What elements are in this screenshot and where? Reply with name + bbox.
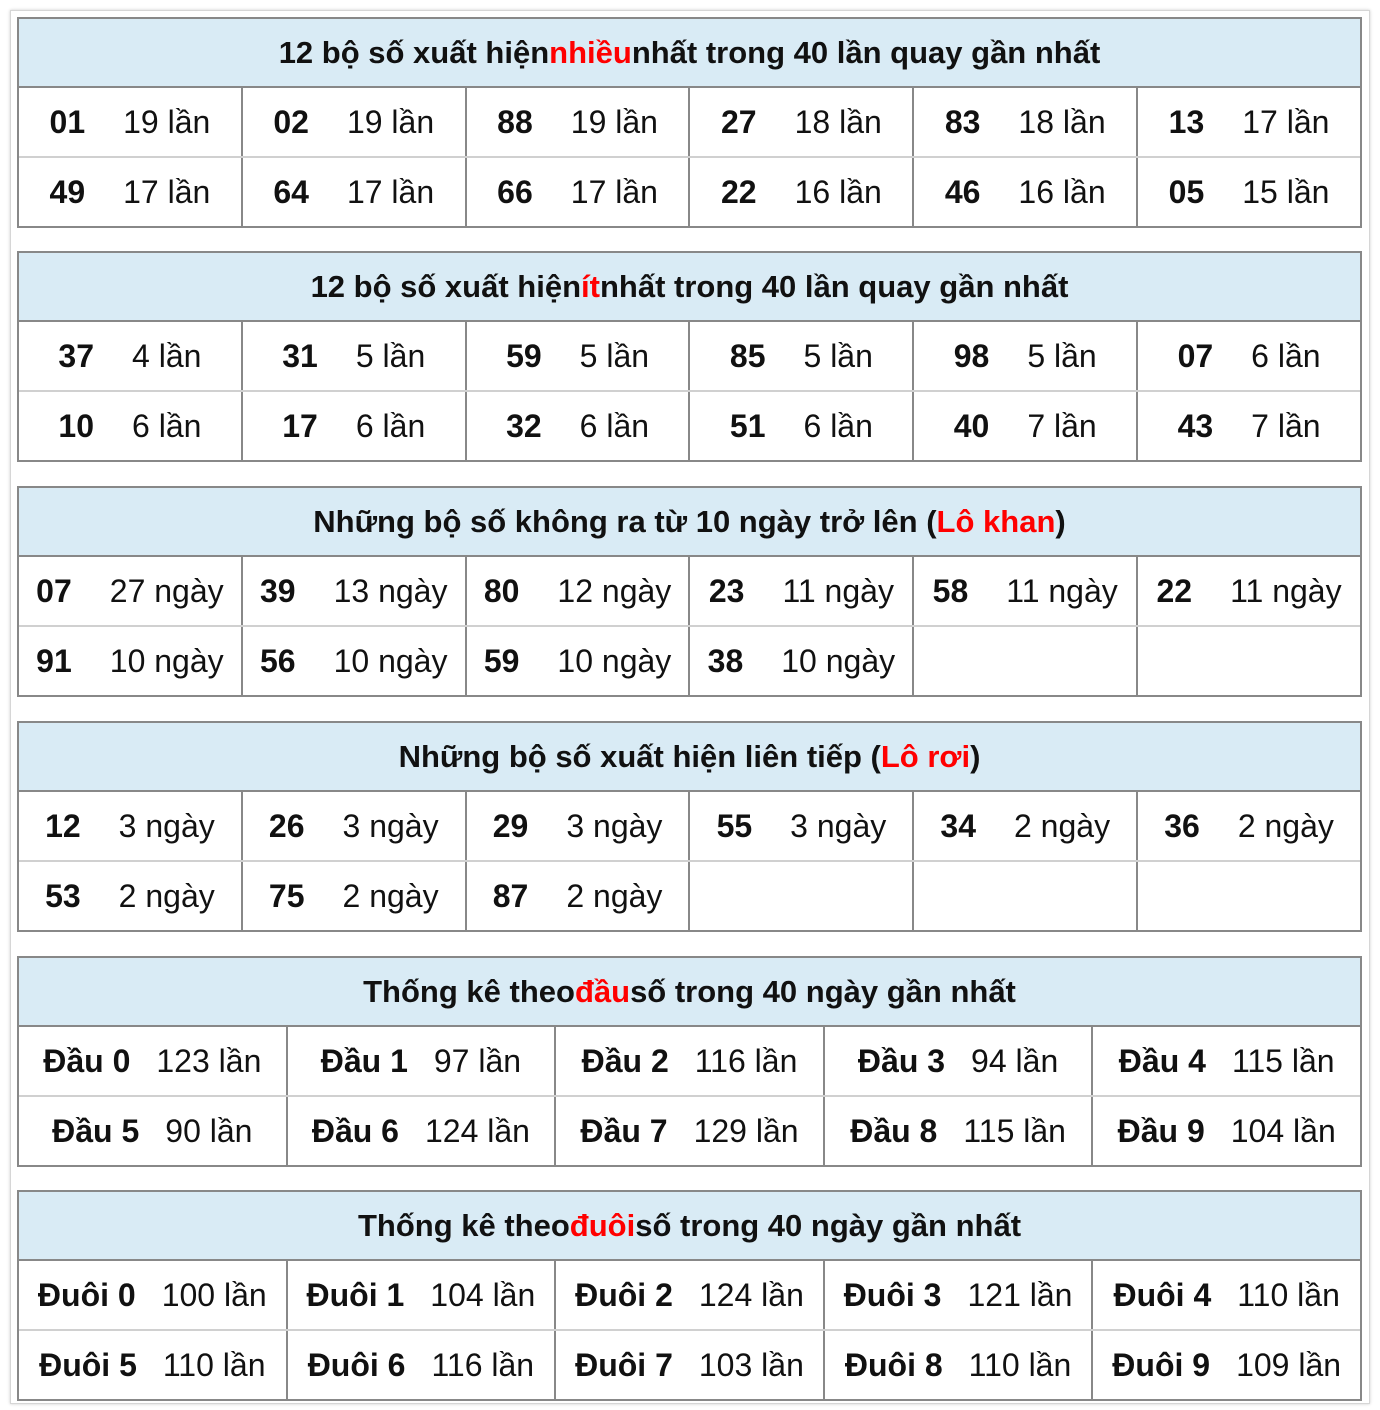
stat-value: 16 lần — [794, 173, 882, 210]
title-highlight: đuôi — [569, 1207, 636, 1243]
stat-cell — [19, 392, 241, 460]
stat-cell — [286, 1261, 555, 1329]
stat-key: Đầu 5 — [52, 1112, 140, 1149]
stat-key: 02 — [273, 103, 309, 140]
stat-cell — [19, 1027, 286, 1095]
stat-cell — [1136, 627, 1360, 695]
stat-cell — [1136, 792, 1360, 860]
stat-cell — [554, 1331, 823, 1399]
stat-value: 5 lần — [803, 337, 873, 374]
stat-key: 49 — [49, 173, 86, 210]
table-row — [19, 322, 1360, 390]
stat-cell — [19, 1097, 286, 1165]
stat-cell — [823, 1331, 1092, 1399]
stat-cell — [19, 862, 241, 930]
stat-key: 59 — [506, 337, 542, 374]
stat-key: 83 — [944, 103, 981, 140]
stat-cell — [688, 862, 912, 930]
stat-cell — [554, 1097, 823, 1165]
stat-cell — [912, 627, 1136, 695]
stat-value: 124 lần — [424, 1112, 530, 1149]
stat-cell — [823, 1097, 1092, 1165]
stat-value: 2 ngày — [566, 877, 663, 914]
stat-key: Đầu 4 — [1118, 1042, 1206, 1079]
title-text: nhất trong 40 lần quay gần nhất — [631, 34, 1101, 70]
stat-cell — [688, 627, 912, 695]
stat-value: 124 lần — [698, 1276, 804, 1313]
stat-cell — [688, 88, 912, 156]
stat-cell — [286, 1331, 555, 1399]
stat-value: 3 ngày — [342, 807, 439, 844]
least-frequent-table — [17, 251, 1362, 462]
stat-key: 88 — [497, 103, 533, 140]
stat-value: 90 lần — [165, 1112, 253, 1149]
stat-cell — [1091, 1261, 1360, 1329]
stat-key: 38 — [707, 642, 744, 679]
stat-value: 6 lần — [803, 407, 873, 444]
stat-key: 22 — [721, 173, 757, 210]
stat-key: 37 — [58, 337, 95, 374]
stat-value: 2 ngày — [118, 877, 215, 914]
stat-value: 17 lần — [346, 173, 435, 210]
stat-value: 115 lần — [1231, 1042, 1335, 1079]
stat-cell — [823, 1261, 1092, 1329]
stat-key: 07 — [1177, 337, 1214, 374]
tail-digit-table — [17, 1190, 1362, 1401]
stat-cell — [823, 1027, 1092, 1095]
stat-cell — [241, 322, 465, 390]
stat-key: Đuôi 6 — [307, 1346, 406, 1383]
stat-cell — [19, 158, 241, 226]
stat-key: Đuôi 5 — [39, 1346, 137, 1383]
title-text: 12 bộ số xuất hiện — [310, 268, 582, 304]
stat-value: 100 lần — [161, 1276, 267, 1313]
stat-value: 116 lần — [431, 1346, 535, 1383]
title-highlight: Lô khan — [936, 503, 1056, 539]
stat-value: 97 lần — [433, 1042, 522, 1079]
stat-key: Đuôi 8 — [844, 1346, 943, 1383]
table-title — [19, 253, 1360, 322]
stat-value: 3 ngày — [118, 807, 215, 844]
stat-value: 2 ngày — [1013, 807, 1111, 844]
stat-key: 40 — [953, 407, 990, 444]
stats-panel — [10, 10, 1370, 1404]
stat-value: 3 ngày — [566, 807, 663, 844]
stat-key: 36 — [1164, 807, 1200, 844]
stat-value: 17 lần — [1242, 103, 1330, 140]
stat-key: 98 — [953, 337, 990, 374]
stat-value: 104 lần — [430, 1276, 536, 1313]
stat-value: 4 lần — [132, 337, 202, 374]
title-text: số trong 40 ngày gần nhất — [635, 1207, 1022, 1243]
stat-cell — [465, 322, 689, 390]
stat-cell — [19, 557, 241, 625]
table-row — [19, 1095, 1360, 1165]
stat-cell — [241, 158, 465, 226]
stat-cell — [241, 557, 465, 625]
stat-cell — [19, 627, 241, 695]
table-row — [19, 1261, 1360, 1329]
stat-cell — [912, 792, 1136, 860]
stat-value: 110 lần — [968, 1346, 1072, 1383]
stat-cell — [286, 1097, 555, 1165]
stat-cell — [465, 792, 689, 860]
stat-cell — [19, 792, 241, 860]
lo-roi-table — [17, 721, 1362, 932]
table-row — [19, 860, 1360, 930]
table-row — [19, 625, 1360, 695]
title-highlight: Lô rơi — [880, 738, 971, 774]
stat-cell — [241, 792, 465, 860]
table-row — [19, 88, 1360, 156]
stat-value: 10 ngày — [333, 642, 448, 679]
stat-key: Đuôi 3 — [843, 1276, 942, 1313]
stat-value: 10 ngày — [109, 642, 224, 679]
stat-key: Đuôi 2 — [575, 1276, 673, 1313]
stat-cell — [465, 392, 689, 460]
stat-key: 32 — [506, 407, 542, 444]
stat-key: Đầu 3 — [857, 1042, 946, 1079]
stat-value: 7 lần — [1027, 407, 1097, 444]
stat-value: 6 lần — [132, 407, 202, 444]
stat-value: 2 ngày — [1237, 807, 1334, 844]
stat-cell — [1136, 88, 1360, 156]
table-row — [19, 792, 1360, 860]
title-text: ) — [970, 738, 981, 774]
stat-value: 19 lần — [570, 103, 658, 140]
title-text: nhất trong 40 lần quay gần nhất — [599, 268, 1069, 304]
stat-cell — [465, 88, 689, 156]
table-row — [19, 156, 1360, 226]
stat-key: 39 — [260, 572, 296, 609]
stat-cell — [688, 557, 912, 625]
stat-cell — [241, 392, 465, 460]
stat-key: 58 — [932, 572, 969, 609]
stat-value: 16 lần — [1018, 173, 1106, 210]
stat-key: Đuôi 7 — [575, 1346, 673, 1383]
title-text: Những bộ số xuất hiện liên tiếp ( — [398, 738, 881, 774]
stat-key: Đuôi 9 — [1112, 1346, 1211, 1383]
title-text: ) — [1055, 503, 1066, 539]
stat-value: 27 ngày — [109, 572, 224, 609]
stat-value: 11 ngày — [1006, 572, 1118, 609]
title-highlight: ít — [581, 268, 600, 304]
stat-value: 15 lần — [1242, 173, 1330, 210]
table-title — [19, 958, 1360, 1027]
stat-cell — [1136, 322, 1360, 390]
stat-cell — [688, 158, 912, 226]
stat-cell — [286, 1027, 555, 1095]
stat-key: Đầu 2 — [581, 1042, 669, 1079]
title-text: Thống kê theo — [363, 973, 575, 1009]
title-highlight: nhiều — [549, 34, 632, 70]
stat-value: 115 lần — [963, 1112, 1066, 1149]
stat-value: 10 ngày — [781, 642, 896, 679]
stat-cell — [912, 88, 1136, 156]
stat-key: 75 — [268, 877, 305, 914]
stat-key: 64 — [273, 173, 309, 210]
stat-value: 10 ngày — [557, 642, 672, 679]
stat-value: 17 lần — [570, 173, 658, 210]
stat-key: Đầu 6 — [311, 1112, 399, 1149]
stat-value: 116 lần — [694, 1042, 798, 1079]
stat-key: Đầu 9 — [1117, 1112, 1205, 1149]
stat-value: 17 lần — [123, 173, 211, 210]
stat-value: 110 lần — [162, 1346, 266, 1383]
stat-cell — [912, 322, 1136, 390]
stat-cell — [465, 862, 689, 930]
stat-key: 91 — [36, 642, 72, 679]
stat-cell — [554, 1027, 823, 1095]
table-row — [19, 390, 1360, 460]
stat-key: Đầu 8 — [850, 1112, 938, 1149]
stat-key: Đuôi 0 — [37, 1276, 136, 1313]
stat-key: 80 — [483, 572, 520, 609]
stat-cell — [554, 1261, 823, 1329]
stat-key: 27 — [721, 103, 757, 140]
table-row — [19, 557, 1360, 625]
stat-value: 11 ngày — [782, 572, 894, 609]
stat-cell — [688, 322, 912, 390]
stat-cell — [912, 392, 1136, 460]
stat-cell — [1136, 557, 1360, 625]
stat-value: 19 lần — [123, 103, 211, 140]
stat-key: 85 — [729, 337, 766, 374]
stat-cell — [465, 557, 689, 625]
stat-value: 6 lần — [355, 407, 426, 444]
table-title — [19, 1192, 1360, 1261]
stat-value: 110 lần — [1237, 1276, 1340, 1313]
stat-value: 94 lần — [971, 1042, 1059, 1079]
stat-value: 3 ngày — [790, 807, 887, 844]
stat-cell — [912, 158, 1136, 226]
stat-value: 104 lần — [1230, 1112, 1336, 1149]
stat-key: 12 — [45, 807, 81, 844]
stat-value: 109 lần — [1236, 1346, 1342, 1383]
stat-cell — [241, 862, 465, 930]
most-frequent-table — [17, 17, 1362, 228]
stat-cell — [1091, 1331, 1360, 1399]
stat-key: 22 — [1156, 572, 1193, 609]
stat-value: 5 lần — [579, 337, 650, 374]
stat-key: 53 — [45, 877, 81, 914]
stat-value: 5 lần — [1027, 337, 1097, 374]
stat-key: 87 — [492, 877, 529, 914]
stat-cell — [465, 627, 689, 695]
table-row — [19, 1027, 1360, 1095]
stat-value: 123 lần — [156, 1042, 262, 1079]
stat-value: 6 lần — [1251, 337, 1321, 374]
stat-value: 6 lần — [579, 407, 650, 444]
stat-cell — [19, 88, 241, 156]
stat-key: 43 — [1177, 407, 1214, 444]
stat-cell — [912, 557, 1136, 625]
stat-value: 121 lần — [967, 1276, 1073, 1313]
title-highlight: đầu — [574, 973, 631, 1009]
stat-key: Đuôi 4 — [1113, 1276, 1212, 1313]
stat-cell — [241, 88, 465, 156]
stat-key: 51 — [729, 407, 766, 444]
head-digit-table — [17, 956, 1362, 1167]
stat-key: Đầu 0 — [43, 1042, 131, 1079]
stat-key: 66 — [497, 173, 533, 210]
title-text: số trong 40 ngày gần nhất — [630, 973, 1016, 1009]
stat-key: Đầu 7 — [580, 1112, 668, 1149]
stat-key: Đuôi 1 — [306, 1276, 405, 1313]
stat-cell — [19, 1261, 286, 1329]
stat-value: 103 lần — [698, 1346, 804, 1383]
stat-key: 07 — [36, 572, 72, 609]
table-title — [19, 723, 1360, 792]
stat-cell — [19, 322, 241, 390]
stat-key: 59 — [483, 642, 520, 679]
stat-key: 17 — [282, 407, 318, 444]
stat-cell — [465, 158, 689, 226]
stat-cell — [1091, 1097, 1360, 1165]
stat-key: 34 — [940, 807, 976, 844]
stat-key: 23 — [708, 572, 745, 609]
stat-value: 18 lần — [1018, 103, 1106, 140]
stat-key: 26 — [268, 807, 305, 844]
stat-value: 18 lần — [794, 103, 882, 140]
stat-cell — [241, 627, 465, 695]
stat-cell — [1091, 1027, 1360, 1095]
stat-cell — [688, 792, 912, 860]
stat-key: 01 — [49, 103, 86, 140]
stat-key: 31 — [282, 337, 318, 374]
title-text: 12 bộ số xuất hiện — [278, 34, 550, 70]
stat-key: 13 — [1168, 103, 1205, 140]
stat-key: 46 — [944, 173, 981, 210]
stat-value: 19 lần — [346, 103, 435, 140]
stat-cell — [1136, 862, 1360, 930]
stat-cell — [1136, 158, 1360, 226]
stat-key: 05 — [1168, 173, 1205, 210]
title-text: Những bộ số không ra từ 10 ngày trở lên ( — [313, 503, 937, 539]
stat-key: 56 — [260, 642, 296, 679]
stat-cell — [19, 1331, 286, 1399]
stat-cell — [1136, 392, 1360, 460]
table-title — [19, 19, 1360, 88]
stat-value: 13 ngày — [333, 572, 448, 609]
stat-value: 7 lần — [1251, 407, 1321, 444]
stat-key: 55 — [716, 807, 753, 844]
stat-cell — [912, 862, 1136, 930]
stat-cell — [688, 392, 912, 460]
stat-value: 129 lần — [693, 1112, 799, 1149]
table-row — [19, 1329, 1360, 1399]
stat-key: 29 — [492, 807, 529, 844]
stat-value: 11 ngày — [1230, 572, 1342, 609]
table-title — [19, 488, 1360, 557]
lo-khan-table — [17, 486, 1362, 697]
title-text: Thống kê theo — [357, 1207, 570, 1243]
stat-value: 12 ngày — [557, 572, 672, 609]
stat-key: Đầu 1 — [320, 1042, 408, 1079]
stat-value: 2 ngày — [342, 877, 439, 914]
stat-key: 10 — [58, 407, 95, 444]
stat-value: 5 lần — [355, 337, 426, 374]
